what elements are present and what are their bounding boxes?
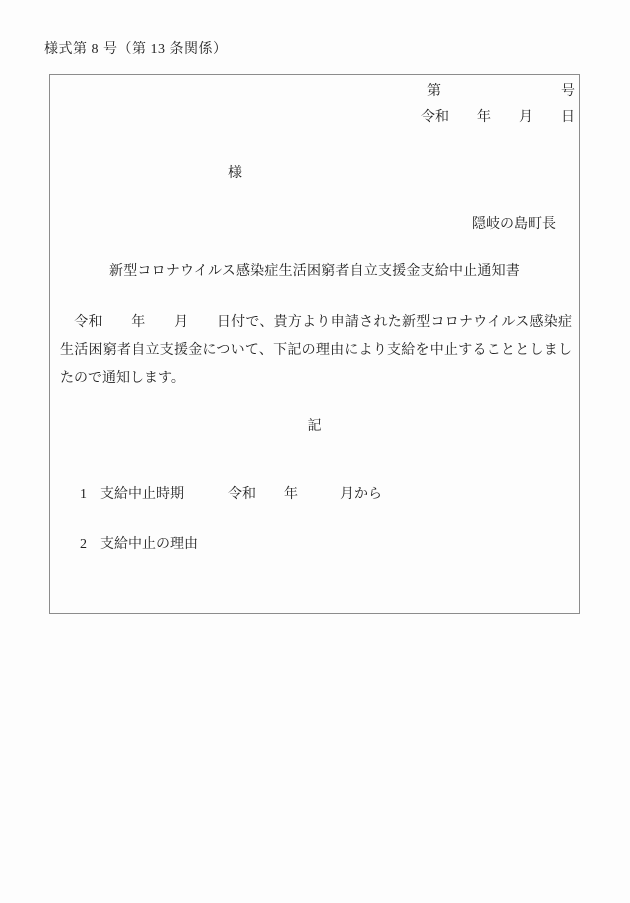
- form-number-label: 様式第 8 号（第 13 条関係）: [44, 42, 228, 57]
- record-heading: 記: [307, 419, 322, 434]
- list-item-suspension-reason: [59, 517, 569, 569]
- document-title: 新型コロナウイルス感染症生活困窮者自立支援金支給中止通知書: [109, 264, 520, 279]
- sender-title: 隠岐の島町長: [472, 217, 556, 232]
- doc-number-suffix: 号: [561, 84, 575, 99]
- doc-number-line: [427, 80, 575, 100]
- issue-date-line: 令和 年 月 日: [421, 110, 575, 125]
- item-label: 支給中止の理由: [100, 537, 198, 552]
- addressee-honorific: 様: [228, 166, 242, 181]
- notice-box: [49, 74, 580, 614]
- list-item-suspension-period: [59, 467, 569, 519]
- item-number: 2: [80, 537, 87, 552]
- body-paragraph: 令和 年 月 日付で、貴方より申請された新型コロナウイルス感染症生活困窮者自立支援金について、下記の理由により支給を中止することとしましたので通知します。: [60, 315, 572, 386]
- doc-number-prefix: 第: [427, 84, 441, 99]
- item-value: 令和 年 月から: [228, 487, 382, 502]
- item-number: 1: [80, 487, 87, 502]
- item-label: 支給中止時期: [100, 487, 184, 502]
